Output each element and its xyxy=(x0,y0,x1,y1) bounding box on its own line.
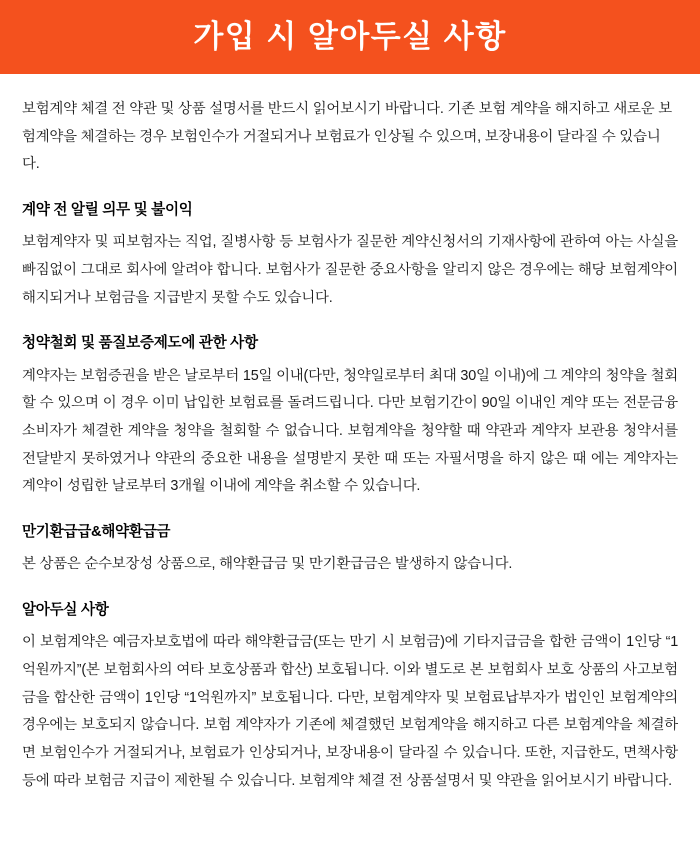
page-title: 가입 시 알아두실 사항 xyxy=(193,18,507,54)
notice-content xyxy=(0,74,700,821)
page-header-banner xyxy=(0,0,700,74)
section-heading: 계약 전 알릴 의무 및 불이익 xyxy=(22,201,193,218)
section-heading: 만기환급급&해약환급금 xyxy=(22,523,171,540)
section-body: 계약자는 보험증권을 받은 날로부터 15일 이내(다만, 청약일로부터 최대 30일 이내)에 그 계약의 청약을 철회 할 수 있으며 이 경우 이미 납입한 보험료를 돌려드립니다. 다만 보험기간이 90일 이내인 계약 또는 전문금융소비자가 체결한 계약을 청약을 철회할 수 없습니다. 보험계약을 청약할 때 약관과 계약자 보관용 청약서를 전달받지 못하였거나 약관의 중요한 내용을 설명받지 못한 때 또는 자필서명을 하지 않은 때 에는 계약자는 계약이 성립한 날로부터 3개월 이내에 계약을 취소할 수 있습니다. xyxy=(22,367,678,495)
section-pre-contract-disclosure xyxy=(22,199,678,312)
section-heading: 알아두실 사항 xyxy=(22,601,109,618)
section-maturity-and-surrender-refund xyxy=(22,521,678,579)
section-heading: 청약철회 및 품질보증제도에 관한 사항 xyxy=(22,335,258,352)
section-body: 보험계약자 및 피보험자는 직업, 질병사항 등 보험사가 질문한 계약신청서의 기재사항에 관하여 아는 사실을 빠짐없이 그대로 회사에 알려야 합니다. 보험사가 질문한 중요사항을 알리지 않은 경우에는 해당 보험계약이 해지되거나 보험금을 지급받지 못할 수도 있습니다. xyxy=(22,234,678,306)
section-body: 이 보험계약은 예금자보호법에 따라 해약환급금(또는 만기 시 보험금)에 기타지급금을 합한 금액이 1인당 “1억원까지”(본 보험회사의 여타 보호상품과 합산) 보호됩니다. 이와 별도로 본 보험회사 보호 상품의 사고보험금을 합산한 금액이 1인당 “1억원까지” 보호됩니다. 다만, 보험계약자 및 보험료납부자가 법인인 보험계약의 경우에는 보호되지 않습니다. 보험 계약자가 기존에 체결했던 보험계약을 해지하고 다른 보험계약을 체결하면 보험인수가 거절되거나, 보험료가 인상되거나, 보장내용이 달라질 수 있습니다. 또한, 지급한도, 면책사항 등에 따라 보험금 지급이 제한될 수 있습니다. 보험계약 체결 전 상품설명서 및 약관을 읽어보시기 바랍니다. xyxy=(22,634,678,789)
section-things-to-know xyxy=(22,599,678,795)
section-withdrawal-and-quality-guarantee xyxy=(22,332,678,501)
intro-paragraph: 보험계약 체결 전 약관 및 상품 설명서를 반드시 읽어보시기 바랍니다. 기존 보험 계약을 해지하고 새로운 보험계약을 체결하는 경우 보험인수가 거절되거나 보험료가 인상될 수 있으며, 보장내용이 달라질 수 있습니다. xyxy=(22,101,672,173)
section-body: 본 상품은 순수보장성 상품으로, 해약환급금 및 만기환급금은 발생하지 않습니다. xyxy=(22,556,513,573)
